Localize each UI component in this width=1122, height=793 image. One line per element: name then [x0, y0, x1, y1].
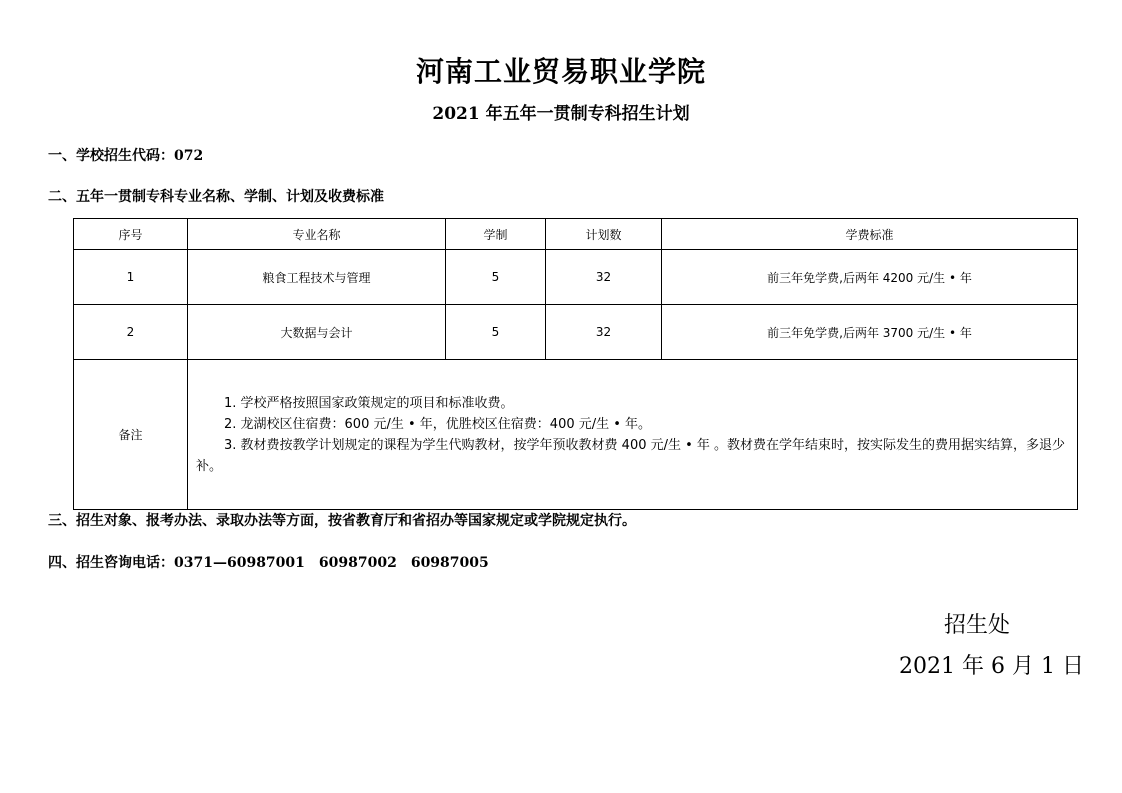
- header-duration: 学制: [446, 219, 546, 250]
- cell-major-name: 大数据与会计: [188, 305, 446, 360]
- section-contact-phone: 四、招生咨询电话：0371—60987001 60987002 60987005: [48, 555, 489, 571]
- signoff-department: 招生处: [944, 613, 1011, 638]
- document-subtitle: 2021 年五年一贯制专科招生计划: [432, 104, 690, 124]
- cell-duration: 5: [446, 250, 546, 305]
- header-major-name: 专业名称: [188, 219, 446, 250]
- cell-duration: 5: [446, 305, 546, 360]
- header-plan-count: 计划数: [546, 219, 662, 250]
- cell-major-name: 粮食工程技术与管理: [188, 250, 446, 305]
- notes-row: [74, 360, 1078, 510]
- note-item: 2. 龙湖校区住宿费：600 元/生 • 年，优胜校区住宿费：400 元/生 • 年。: [224, 416, 652, 432]
- section-admission-rules: 三、招生对象、报考办法、录取办法等方面，按省教育厅和省招办等国家规定或学院规定执行。: [48, 513, 636, 529]
- cell-tuition: 前三年免学费,后两年 3700 元/生 • 年: [662, 305, 1078, 360]
- header-index: 序号: [74, 219, 188, 250]
- table-row: [74, 250, 1078, 305]
- header-tuition: 学费标准: [662, 219, 1078, 250]
- cell-index: 2: [74, 305, 188, 360]
- table-row: [74, 305, 1078, 360]
- cell-index: 1: [74, 250, 188, 305]
- cell-plan-count: 32: [546, 250, 662, 305]
- note-item: 3. 教材费按教学计划规定的课程为学生代购教材，按学年预收教材费 400 元/生 • 年 。教材费在学年结束时，按实际发生的费用据实结算，多退少补。: [196, 437, 1066, 474]
- section-majors-heading: 二、五年一贯制专科专业名称、学制、计划及收费标准: [48, 189, 384, 205]
- section-school-code: 一、学校招生代码：072: [48, 148, 204, 164]
- enrollment-plan-table: [73, 218, 1078, 510]
- cell-tuition: 前三年免学费,后两年 4200 元/生 • 年: [662, 250, 1078, 305]
- note-item: 1. 学校严格按照国家政策规定的项目和标准收费。: [224, 395, 514, 411]
- notes-content: [188, 360, 1078, 510]
- cell-plan-count: 32: [546, 305, 662, 360]
- notes-label: 备注: [74, 360, 188, 510]
- document-title: 河南工业贸易职业学院: [415, 55, 706, 88]
- signoff-date: 2021 年 6 月 1 日: [899, 654, 1084, 679]
- table-header-row: [74, 219, 1078, 250]
